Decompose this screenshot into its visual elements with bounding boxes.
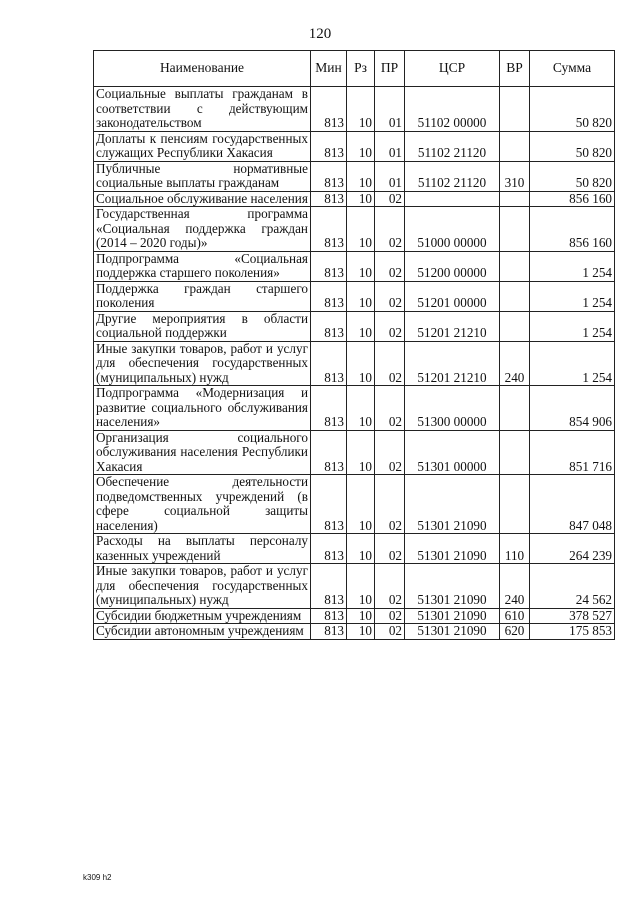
cell-vr [500, 281, 530, 311]
cell-name: Социальное обслуживание населения [94, 191, 311, 207]
cell-vr [500, 131, 530, 161]
cell-min: 813 [311, 207, 347, 252]
cell-name: Субсидии бюджетным учреждениям [94, 608, 311, 624]
cell-vr: 240 [500, 341, 530, 386]
cell-vr [500, 311, 530, 341]
cell-csr: 51201 21210 [405, 311, 500, 341]
cell-sum: 1 254 [530, 341, 615, 386]
cell-name: Организация социального обслуживания населения Республики Хакасия [94, 430, 311, 475]
cell-vr [500, 251, 530, 281]
cell-rz: 10 [347, 341, 375, 386]
cell-pr: 01 [375, 87, 405, 132]
table-row [94, 430, 615, 475]
cell-min: 813 [311, 430, 347, 475]
cell-name: Государственная программа «Социальная поддержка граждан (2014 – 2020 годы)» [94, 207, 311, 252]
cell-min: 813 [311, 131, 347, 161]
cell-sum: 50 820 [530, 131, 615, 161]
cell-csr: 51102 21120 [405, 131, 500, 161]
cell-pr: 02 [375, 281, 405, 311]
budget-table [93, 50, 615, 640]
cell-vr [500, 475, 530, 534]
cell-rz: 10 [347, 161, 375, 191]
cell-sum: 856 160 [530, 191, 615, 207]
cell-csr: 51102 21120 [405, 161, 500, 191]
cell-csr: 51301 21090 [405, 564, 500, 609]
cell-sum: 856 160 [530, 207, 615, 252]
page-number: 120 [308, 26, 332, 42]
col-header-min: Мин [311, 51, 347, 87]
col-header-rz: Рз [347, 51, 375, 87]
table-row [94, 608, 615, 624]
cell-csr: 51301 00000 [405, 430, 500, 475]
cell-pr: 02 [375, 207, 405, 252]
cell-sum: 378 527 [530, 608, 615, 624]
cell-name: Субсидии автономным учреждениям [94, 624, 311, 640]
cell-pr: 02 [375, 564, 405, 609]
col-header-csr: ЦСР [405, 51, 500, 87]
cell-min: 813 [311, 251, 347, 281]
cell-sum: 847 048 [530, 475, 615, 534]
cell-name: Расходы на выплаты персоналу казенных учреждений [94, 534, 311, 564]
cell-pr: 02 [375, 608, 405, 624]
cell-min: 813 [311, 564, 347, 609]
table-row [94, 386, 615, 431]
cell-min: 813 [311, 475, 347, 534]
cell-rz: 10 [347, 608, 375, 624]
cell-min: 813 [311, 281, 347, 311]
cell-name: Социальные выплаты гражданам в соответствии с действующим законодательством [94, 87, 311, 132]
cell-name: Иные закупки товаров, работ и услуг для обеспечения государственных (муниципальных) нужд [94, 341, 311, 386]
cell-csr: 51200 00000 [405, 251, 500, 281]
cell-rz: 10 [347, 87, 375, 132]
cell-min: 813 [311, 341, 347, 386]
cell-csr: 51201 00000 [405, 281, 500, 311]
cell-sum: 50 820 [530, 87, 615, 132]
cell-rz: 10 [347, 430, 375, 475]
cell-pr: 02 [375, 251, 405, 281]
cell-vr: 310 [500, 161, 530, 191]
col-header-vr: ВР [500, 51, 530, 87]
table-row [94, 131, 615, 161]
cell-vr [500, 430, 530, 475]
cell-min: 813 [311, 386, 347, 431]
cell-vr: 610 [500, 608, 530, 624]
cell-min: 813 [311, 624, 347, 640]
cell-csr: 51102 00000 [405, 87, 500, 132]
cell-rz: 10 [347, 564, 375, 609]
cell-rz: 10 [347, 251, 375, 281]
table-row [94, 341, 615, 386]
cell-name: Подпрограмма «Социальная поддержка старшего поколения» [94, 251, 311, 281]
cell-vr: 240 [500, 564, 530, 609]
cell-pr: 02 [375, 430, 405, 475]
cell-csr [405, 191, 500, 207]
col-header-sum: Сумма [530, 51, 615, 87]
table-row [94, 161, 615, 191]
cell-rz: 10 [347, 207, 375, 252]
cell-pr: 01 [375, 161, 405, 191]
cell-rz: 10 [347, 311, 375, 341]
cell-name: Поддержка граждан старшего поколения [94, 281, 311, 311]
table-header-row [94, 51, 615, 87]
table-row [94, 87, 615, 132]
cell-csr: 51301 21090 [405, 608, 500, 624]
cell-sum: 175 853 [530, 624, 615, 640]
cell-pr: 02 [375, 341, 405, 386]
cell-sum: 854 906 [530, 386, 615, 431]
cell-min: 813 [311, 311, 347, 341]
cell-rz: 10 [347, 131, 375, 161]
cell-name: Доплаты к пенсиям государственных служащих Республики Хакасия [94, 131, 311, 161]
cell-min: 813 [311, 534, 347, 564]
cell-sum: 1 254 [530, 311, 615, 341]
cell-pr: 02 [375, 624, 405, 640]
cell-name: Иные закупки товаров, работ и услуг для обеспечения государственных (муниципальных) нужд [94, 564, 311, 609]
cell-min: 813 [311, 161, 347, 191]
table-row [94, 534, 615, 564]
cell-rz: 10 [347, 191, 375, 207]
cell-vr [500, 386, 530, 431]
table-row [94, 207, 615, 252]
cell-sum: 1 254 [530, 281, 615, 311]
cell-pr: 01 [375, 131, 405, 161]
table-row [94, 311, 615, 341]
cell-pr: 02 [375, 191, 405, 207]
cell-vr [500, 207, 530, 252]
table-body [94, 87, 615, 640]
table-row [94, 564, 615, 609]
cell-vr [500, 87, 530, 132]
cell-csr: 51301 21090 [405, 534, 500, 564]
cell-csr: 51000 00000 [405, 207, 500, 252]
col-header-name: Наименование [94, 51, 311, 87]
table-row [94, 624, 615, 640]
cell-rz: 10 [347, 386, 375, 431]
table-row [94, 475, 615, 534]
cell-name: Подпрограмма «Модернизация и развитие социального обслуживания населения» [94, 386, 311, 431]
col-header-pr: ПР [375, 51, 405, 87]
cell-sum: 851 716 [530, 430, 615, 475]
cell-min: 813 [311, 608, 347, 624]
cell-rz: 10 [347, 475, 375, 534]
cell-rz: 10 [347, 281, 375, 311]
cell-sum: 50 820 [530, 161, 615, 191]
cell-sum: 24 562 [530, 564, 615, 609]
cell-csr: 51301 21090 [405, 475, 500, 534]
cell-name: Другие мероприятия в области социальной поддержки [94, 311, 311, 341]
cell-vr: 620 [500, 624, 530, 640]
cell-pr: 02 [375, 311, 405, 341]
table-row [94, 251, 615, 281]
cell-sum: 264 239 [530, 534, 615, 564]
cell-min: 813 [311, 191, 347, 207]
cell-rz: 10 [347, 534, 375, 564]
cell-csr: 51300 00000 [405, 386, 500, 431]
cell-pr: 02 [375, 534, 405, 564]
cell-min: 813 [311, 87, 347, 132]
cell-name: Обеспечение деятельности подведомственных учреждений (в сфере социальной защиты населения) [94, 475, 311, 534]
cell-vr [500, 191, 530, 207]
footer-code: k309 h2 [83, 873, 112, 882]
table-row [94, 281, 615, 311]
cell-csr: 51201 21210 [405, 341, 500, 386]
cell-pr: 02 [375, 475, 405, 534]
cell-pr: 02 [375, 386, 405, 431]
cell-rz: 10 [347, 624, 375, 640]
cell-vr: 110 [500, 534, 530, 564]
cell-csr: 51301 21090 [405, 624, 500, 640]
cell-sum: 1 254 [530, 251, 615, 281]
table-row [94, 191, 615, 207]
cell-name: Публичные нормативные социальные выплаты гражданам [94, 161, 311, 191]
